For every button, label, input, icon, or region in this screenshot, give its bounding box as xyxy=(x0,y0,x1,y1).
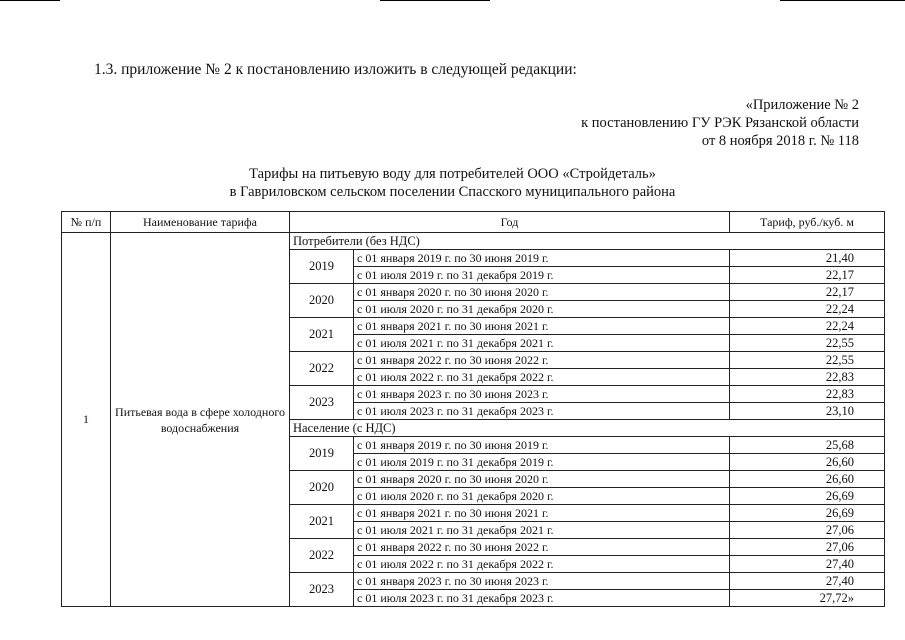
tariff-value-cell: 22,24 xyxy=(730,301,885,318)
tariff-value-cell: 26,60 xyxy=(730,471,885,488)
tariff-value-cell: 27,40 xyxy=(730,556,885,573)
tariff-value-cell: 22,55 xyxy=(730,352,885,369)
year-cell: 2023 xyxy=(290,573,354,607)
period-cell: с 01 июля 2023 г. по 31 декабря 2023 г. xyxy=(354,403,730,420)
tariff-value-cell: 22,17 xyxy=(730,267,885,284)
period-cell: с 01 июля 2023 г. по 31 декабря 2023 г. xyxy=(354,590,730,607)
year-cell: 2020 xyxy=(290,471,354,505)
period-cell: с 01 января 2022 г. по 30 июня 2022 г. xyxy=(354,352,730,369)
header-cell-number: № п/п xyxy=(62,212,111,233)
appendix-line: к постановлению ГУ РЭК Рязанской области xyxy=(581,115,859,131)
scan-edge-line xyxy=(780,0,905,1)
tariff-table xyxy=(61,211,885,607)
period-cell: с 01 июля 2019 г. по 31 декабря 2019 г. xyxy=(354,267,730,284)
period-cell: с 01 июля 2022 г. по 31 декабря 2022 г. xyxy=(354,556,730,573)
group-row xyxy=(62,233,885,250)
tariff-value-cell: 27,06 xyxy=(730,522,885,539)
period-cell: с 01 января 2019 г. по 30 июня 2019 г. xyxy=(354,437,730,454)
table-header-row xyxy=(62,212,885,233)
period-cell: с 01 января 2023 г. по 30 июня 2023 г. xyxy=(354,573,730,590)
period-cell: с 01 января 2020 г. по 30 июня 2020 г. xyxy=(354,284,730,301)
group-label: Население (с НДС) xyxy=(290,420,885,437)
tariff-value-cell: 22,83 xyxy=(730,386,885,403)
title-line: в Гавриловском сельском поселении Спасского муниципального района xyxy=(229,184,676,200)
period-cell: с 01 января 2021 г. по 30 июня 2021 г. xyxy=(354,505,730,522)
row-number-cell: 1 xyxy=(62,233,111,607)
tariff-value-cell: 22,55 xyxy=(730,335,885,352)
intro-paragraph: 1.3. приложение № 2 к постановлению изложить в следующей редакции: xyxy=(94,61,577,78)
group-label: Потребители (без НДС) xyxy=(290,233,885,250)
year-cell: 2019 xyxy=(290,250,354,284)
period-cell: с 01 января 2022 г. по 30 июня 2022 г. xyxy=(354,539,730,556)
tariff-value-cell: 26,69 xyxy=(730,488,885,505)
period-cell: с 01 января 2023 г. по 30 июня 2023 г. xyxy=(354,386,730,403)
year-cell: 2021 xyxy=(290,505,354,539)
appendix-line: от 8 ноября 2018 г. № 118 xyxy=(701,133,859,149)
tariff-value-cell: 27,40 xyxy=(730,573,885,590)
year-cell: 2019 xyxy=(290,437,354,471)
header-cell-year: Год xyxy=(290,212,730,233)
year-cell: 2022 xyxy=(290,352,354,386)
year-cell: 2020 xyxy=(290,284,354,318)
period-cell: с 01 июля 2020 г. по 31 декабря 2020 г. xyxy=(354,488,730,505)
title-line: Тарифы на питьевую воду для потребителей ООО «Стройдеталь» xyxy=(249,166,656,182)
period-cell: с 01 июля 2021 г. по 31 декабря 2021 г. xyxy=(354,522,730,539)
period-cell: с 01 июля 2019 г. по 31 декабря 2019 г. xyxy=(354,454,730,471)
tariff-value-cell: 22,83 xyxy=(730,369,885,386)
scan-edge-line xyxy=(380,0,490,1)
header-cell-tariff: Тариф, руб./куб. м xyxy=(730,212,885,233)
year-cell: 2021 xyxy=(290,318,354,352)
tariff-value-cell: 23,10 xyxy=(730,403,885,420)
tariff-value-cell: 22,24 xyxy=(730,318,885,335)
tariff-value-cell: 22,17 xyxy=(730,284,885,301)
period-cell: с 01 января 2019 г. по 30 июня 2019 г. xyxy=(354,250,730,267)
scan-edge-line xyxy=(0,0,60,1)
year-cell: 2023 xyxy=(290,386,354,420)
tariff-value-cell: 27,72» xyxy=(730,590,885,607)
appendix-line: «Приложение № 2 xyxy=(745,97,859,113)
tariff-value-cell: 26,60 xyxy=(730,454,885,471)
tariff-value-cell: 26,69 xyxy=(730,505,885,522)
period-cell: с 01 января 2020 г. по 30 июня 2020 г. xyxy=(354,471,730,488)
tariff-value-cell: 25,68 xyxy=(730,437,885,454)
period-cell: с 01 июля 2022 г. по 31 декабря 2022 г. xyxy=(354,369,730,386)
document-title xyxy=(0,165,905,201)
period-cell: с 01 января 2021 г. по 30 июня 2021 г. xyxy=(354,318,730,335)
appendix-header xyxy=(581,96,859,150)
year-cell: 2022 xyxy=(290,539,354,573)
tariff-value-cell: 27,06 xyxy=(730,539,885,556)
header-cell-name: Наименование тарифа xyxy=(111,212,290,233)
tariff-value-cell: 21,40 xyxy=(730,250,885,267)
period-cell: с 01 июля 2021 г. по 31 декабря 2021 г. xyxy=(354,335,730,352)
period-cell: с 01 июля 2020 г. по 31 декабря 2020 г. xyxy=(354,301,730,318)
tariff-name-cell: Питьевая вода в сфере холодного водоснабжения xyxy=(111,233,290,607)
